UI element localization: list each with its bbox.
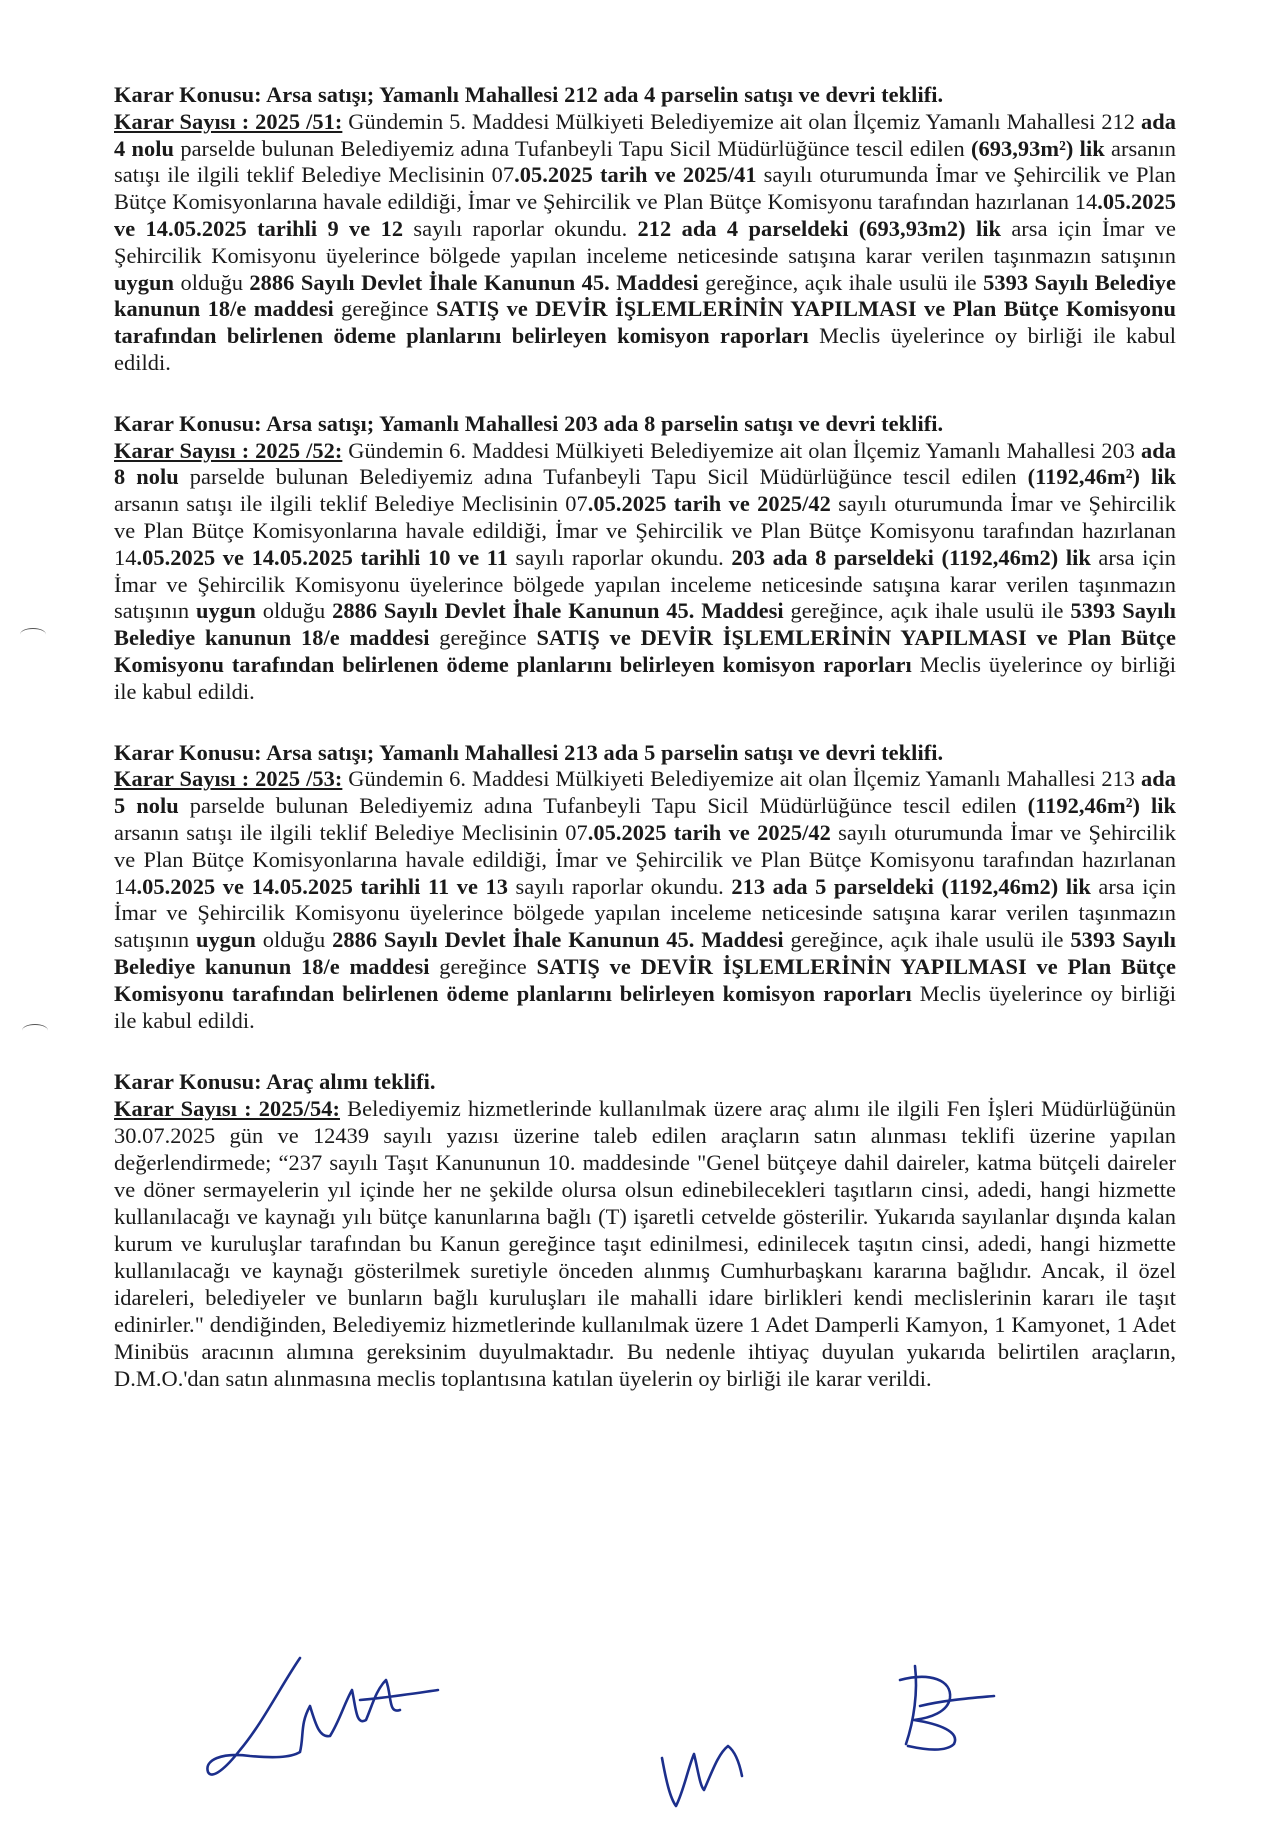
- body-text-bold: .05.2025 tarih ve 2025/41: [514, 162, 757, 188]
- signature-group: [0, 1640, 1280, 1810]
- body-text: olduğu: [255, 598, 333, 624]
- body-text-bold: uygun: [114, 269, 174, 295]
- body-text: sayılı raporlar okundu.: [508, 544, 732, 570]
- body-text: sayılı raporlar okundu.: [403, 215, 638, 241]
- decision-section-54: [114, 1068, 1176, 1392]
- signature-right: [900, 1666, 994, 1750]
- body-text-bold: (1192,46m²) lik: [1027, 793, 1176, 819]
- decision-list: [114, 82, 1176, 1426]
- body-text: gereğince, açık ihale usulü ile: [698, 269, 984, 295]
- body-text: Meclis üyelerince oy birliği ile kabul edildi.: [114, 980, 1177, 1033]
- decision-subject: Karar Konusu: Araç alımı teklifi.: [114, 1069, 436, 1095]
- decision-paragraph: [114, 740, 1176, 1035]
- decision-subject: Karar Konusu: Arsa satışı; Yamanlı Mahallesi 212 ada 4 parselin satışı ve devri teklifi.: [114, 82, 944, 107]
- body-text: parselde bulunan Belediyemiz adına Tufanbeyli Tapu Sicil Müdürlüğünce tescil edilen: [174, 135, 972, 161]
- body-text-bold: 2886 Sayılı Devlet İhale Kanunun 45. Maddesi: [332, 598, 784, 624]
- body-text: gereğince, açık ihale usulü ile: [783, 598, 1071, 624]
- body-text: arsa için İmar ve Şehircilik Komisyonu üyelerince bölgede yapılan inceleme neticesinde satışına karar verilen taşınmazın satışının: [114, 544, 1176, 624]
- body-text-bold: 5393 Sayılı Belediye kanunun 18/e maddesi: [114, 269, 1177, 322]
- body-text: Meclis üyelerince oy birliği ile kabul edildi.: [114, 651, 1177, 704]
- body-text: gereğince, açık ihale usulü ile: [783, 927, 1071, 953]
- decision-paragraph: [114, 82, 1176, 377]
- decision-paragraph: [114, 1068, 1176, 1392]
- body-text-bold: uygun: [195, 927, 256, 953]
- body-text: arsa için İmar ve Şehircilik Komisyonu üyelerince bölgede yapılan inceleme neticesinde satışına karar verilen taşınmazın satışının: [114, 873, 1176, 953]
- body-text: arsanın satışı ile ilgili teklif Belediye Meclisinin 07: [114, 491, 588, 517]
- body-text-bold: .05.2025 tarih ve 2025/42: [587, 819, 831, 845]
- decision-paragraph: [114, 411, 1176, 706]
- body-text: olduğu: [255, 927, 333, 953]
- body-text-bold: ada 5 nolu: [114, 766, 1176, 819]
- decision-section-52: [114, 411, 1176, 706]
- decision-section-53: [114, 740, 1176, 1035]
- body-text-bold: SATIŞ ve DEVİR İŞLEMLERİNİN YAPILMASI ve Plan Bütçe Komisyonu tarafından belirlenen ödeme planlarını belirleyen komisyon raporları: [114, 953, 1177, 1006]
- body-text: Gündemin 6. Maddesi Mülkiyeti Belediyemize ait olan İlçemiz Yamanlı Mahallesi 213: [342, 766, 1141, 792]
- body-text: olduğu: [174, 269, 250, 295]
- body-text: sayılı oturumunda İmar ve Şehircilik ve Plan Bütçe Komisyonlarına havale edildiği, İmar ve Şehircilik ve Plan Bütçe Komisyonu tarafından hazırlanan 14: [114, 819, 1177, 899]
- body-text-bold: uygun: [195, 598, 256, 624]
- body-text: Gündemin 5. Maddesi Mülkiyeti Belediyemize ait olan İlçemiz Yamanlı Mahallesi 212: [342, 108, 1141, 134]
- decision-number: Karar Sayısı : 2025 /53:: [114, 766, 343, 792]
- body-text: sayılı oturumunda İmar ve Şehircilik ve Plan Bütçe Komisyonlarına havale edildiği, İmar ve Şehircilik ve Plan Bütçe Komisyonu tarafından hazırlanan 14: [114, 162, 1177, 215]
- body-text: Meclis üyelerince oy birliği ile kabul edildi.: [114, 323, 1176, 375]
- decision-subject: Karar Konusu: Arsa satışı; Yamanlı Mahallesi 203 ada 8 parselin satışı ve devri teklifi.: [114, 410, 944, 436]
- body-text-bold: 212 ada 4 parseldeki (693,93m2) lik: [637, 215, 1001, 241]
- decision-number: Karar Sayısı : 2025/54:: [114, 1096, 340, 1122]
- decision-number: Karar Sayısı : 2025 /52:: [114, 437, 343, 463]
- body-text: gereğince: [429, 953, 537, 979]
- body-text-bold: 203 ada 8 parseldeki (1192,46m2) lik: [731, 544, 1091, 570]
- body-text-bold: .05.2025 ve 14.05.2025 tarihli 9 ve 12: [114, 189, 1176, 241]
- body-text: sayılı oturumunda İmar ve Şehircilik ve Plan Bütçe Komisyonlarına havale edildiği, İmar ve Şehircilik ve Plan Bütçe Komisyonu tarafından hazırlanan 14: [114, 491, 1177, 570]
- body-text-bold: 213 ada 5 parseldeki (1192,46m2) lik: [731, 873, 1091, 899]
- signature-left: [207, 1658, 438, 1775]
- body-text-bold: (693,93m²) lik: [971, 135, 1105, 161]
- decision-subject: Karar Konusu: Arsa satışı; Yamanlı Mahallesi 213 ada 5 parselin satışı ve devri teklifi.: [114, 739, 944, 765]
- body-text-bold: (1192,46m²) lik: [1027, 464, 1176, 490]
- decision-number: Karar Sayısı : 2025 /51:: [114, 108, 343, 134]
- body-text: gereğince: [429, 625, 537, 651]
- body-text-bold: ada 8 nolu: [114, 437, 1176, 490]
- body-text-bold: 2886 Sayılı Devlet İhale Kanunun 45. Maddesi: [249, 269, 699, 295]
- body-text-bold: 5393 Sayılı Belediye kanunun 18/e maddesi: [114, 598, 1176, 651]
- body-text: parselde bulunan Belediyemiz adına Tufanbeyli Tapu Sicil Müdürlüğünce tescil edilen: [178, 793, 1028, 819]
- body-text: Belediyemiz hizmetlerinde kullanılmak üzere araç alımı ile ilgili Fen İşleri Müdürlüğünün 30.07.2025 gün ve 12439 sayılı yazısı üzerine taleb edilen araçların satın alınması teklifi üzerine yapılan değerlendirmede; “237 sayılı Taşıt Kanununun 10. maddesinde "Genel bütçeye dahil daireler, katma bütçeli daireler ve döner sermayelerin yıl içinde her ne şekilde olursa olsun edinebilecekleri taşıtların cinsi, adedi, hangi hizmette kullanılacağı ve kaynağı yılı bütçe kanunlarına bağlı (T) işaretli cetvelde gösterilir. Yukarıda sayılanlar dışında kalan kurum ve kuruluşlar tarafından bu Kanun gereğince taşıt edinilmesi, edinilecek taşıtın cinsi, adedi, hangi hizmette kullanılacağı ve kaynağı gösterilmek suretiyle önceden alınmış Cumhurbaşkanı kararına bağlıdır. Ancak, il özel idareleri, belediyeler ve bunların bağlı kuruluşları ile mahalli idare birlikleri kendi meclislerinin kararı ile taşıt edinirler." dendiğinden, Belediyemiz hizmetlerinde kullanılmak üzere 1 Adet Damperli Kamyon, 1 Kamyonet, 1 Adet Minibüs aracının alımına gereksinim duyulmaktadır. Bu nedenle ihtiyaç duyulan yukarıda belirtilen araçların, D.M.O.'dan satın alınmasına meclis toplantısına katılan üyelerin oy birliği ile karar verildi.: [114, 1096, 1176, 1392]
- body-text: arsanın satışı ile ilgili teklif Belediye Meclisinin 07: [114, 819, 588, 845]
- body-text: arsa için İmar ve Şehircilik Komisyonu üyelerince bölgede yapılan inceleme neticesinde satışına karar verilen taşınmazın satışının: [114, 215, 1176, 268]
- scan-mark: [20, 628, 46, 641]
- body-text: sayılı raporlar okundu.: [508, 873, 732, 899]
- body-text: gereğince: [333, 296, 436, 322]
- scan-mark: [22, 1024, 48, 1037]
- body-text-bold: 5393 Sayılı Belediye kanunun 18/e maddesi: [114, 927, 1176, 979]
- body-text: Gündemin 6. Maddesi Mülkiyeti Belediyemize ait olan İlçemiz Yamanlı Mahallesi 203: [342, 437, 1141, 463]
- body-text-bold: ada 4 nolu: [114, 108, 1176, 161]
- body-text-bold: 2886 Sayılı Devlet İhale Kanunun 45. Maddesi: [332, 927, 784, 953]
- body-text: parselde bulunan Belediyemiz adına Tufanbeyli Tapu Sicil Müdürlüğünce tescil edilen: [178, 464, 1028, 490]
- body-text: arsanın satışı ile ilgili teklif Belediye Meclisinin 07: [114, 135, 1176, 188]
- signature-middle: [662, 1746, 742, 1806]
- body-text-bold: .05.2025 ve 14.05.2025 tarihli 11 ve 13: [136, 873, 508, 899]
- body-text-bold: SATIŞ ve DEVİR İŞLEMLERİNİN YAPILMASI ve Plan Bütçe Komisyonu tarafından belirlenen ödeme planlarını belirleyen komisyon raporları: [114, 625, 1177, 677]
- signatures: [0, 1640, 1280, 1810]
- decision-section-51: [114, 82, 1176, 377]
- body-text-bold: SATIŞ ve DEVİR İŞLEMLERİNİN YAPILMASI ve Plan Bütçe Komisyonu tarafından belirlenen ödeme planlarını belirleyen komisyon raporları: [114, 296, 1177, 349]
- body-text-bold: .05.2025 tarih ve 2025/42: [587, 491, 831, 517]
- body-text-bold: .05.2025 ve 14.05.2025 tarihli 10 ve 11: [136, 544, 508, 570]
